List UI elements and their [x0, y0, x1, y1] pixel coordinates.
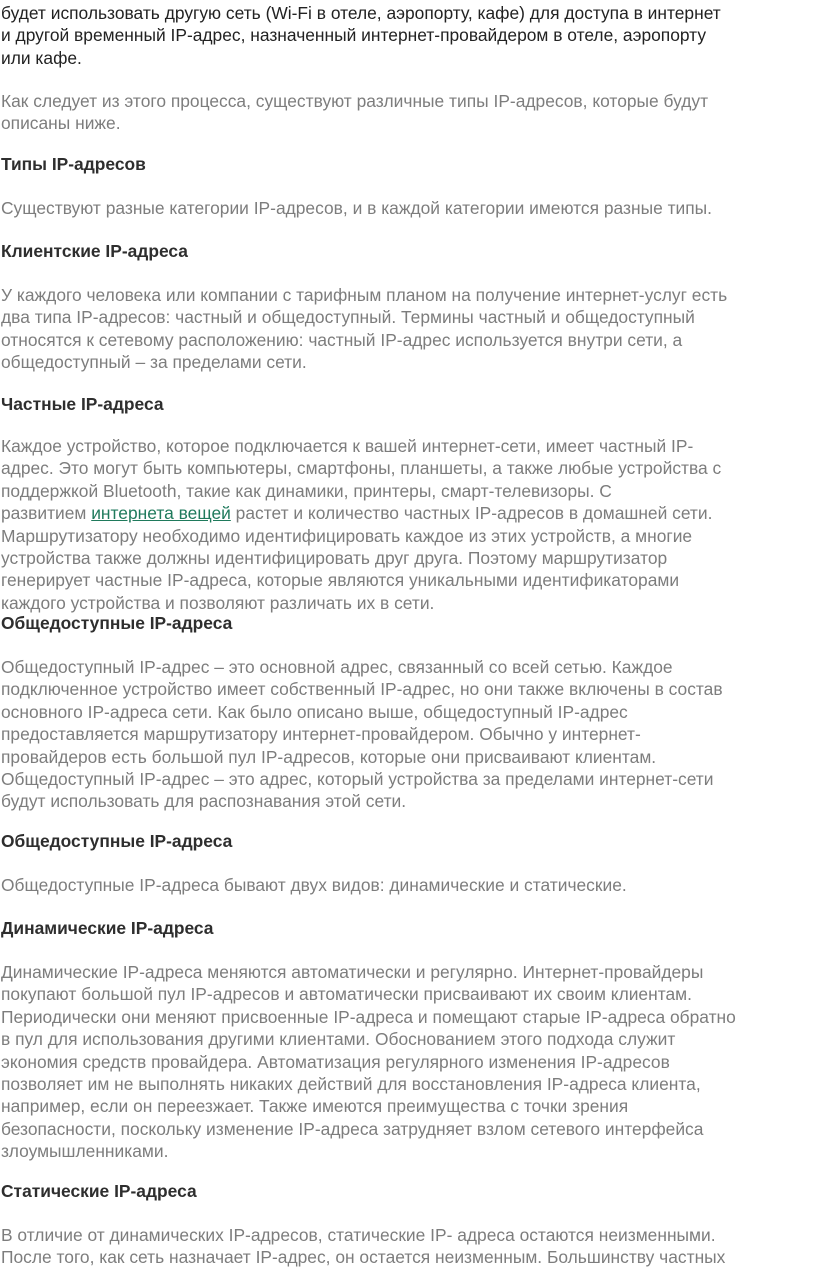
heading-private-ip: Частные IP-адреса [1, 394, 164, 414]
paragraph-public-ip-kinds: Общедоступные IP-адреса бывают двух видов: динамические и статические. [1, 875, 627, 895]
paragraph-ip-types: Существуют разные категории IP-адресов, и в каждой категории имеются разные типы. [1, 198, 713, 218]
paragraph-process: Как следует из этого процесса, существуют различные типы IP-адресов, которые будут описаны ниже. [1, 91, 709, 134]
paragraph-private-ip-part-2: растет и количество частных IP-адресов в домашней сети. Маршрутизатору необходимо идентифицировать каждое из этих устройств, а многие устройства также должны идентифицировать друг друга. Поэтому маршрутизатор генерирует частные IP-адреса, которые являются уникальными идентификаторами каждого устройства и позволяют различать их в сети. [1, 503, 713, 613]
paragraph-private-ip [1, 435, 721, 614]
paragraph-client-ip: У каждого человека или компании с тарифным планом на получение интернет-услуг есть два типа IP-адресов: частный и общедоступный. Термины частный и общедоступный относятся к сетевому расположению: частный IP-адрес используется внутри сети, а общедоступный – за пределами сети. [1, 285, 728, 373]
iot-link[interactable]: интернета вещей [91, 503, 231, 524]
heading-public-ip: Общедоступные IP-адреса [1, 613, 233, 633]
paragraph-private-ip-part-1: Каждое устройство, которое подключается к вашей интернет-сети, имеет частный IP- адрес. Это могут быть компьютеры, смартфоны, планшеты, а также любые устройства с поддержкой Bluetooth, такие как динамики, принтеры, смарт-телевизоры. С развитием [1, 436, 722, 524]
paragraph-dynamic-ip: Динамические IP-адреса меняются автоматически и регулярно. Интернет-провайдеры покупают большой пул IP-адресов и автоматически присваивают их своим клиентам. Периодически они меняют присвоенные IP-адреса и помещают старые IP-адреса обратно в пул для использования другими клиентами. Обоснованием этого подхода служит экономия средств провайдера. Автоматизация регулярного изменения IP-адресов позволяет им не выполнять никаких действий для восстановления IP-адреса клиента, например, если он переезжает. Также имеются преимущества с точки зрения безопасности, поскольку изменение IP-адреса затрудняет взлом сетевого интерфейса злоумышленниками. [1, 962, 736, 1162]
heading-dynamic-ip: Динамические IP-адреса [1, 918, 214, 938]
heading-static-ip: Статические IP-адреса [1, 1181, 197, 1201]
paragraph-static-ip: В отличие от динамических IP-адресов, статические IP- адреса остаются неизменными. После того, как сеть назначает IP-адрес, он остается неизменным. Большинству частных [1, 1225, 726, 1268]
paragraph-public-ip: Общедоступный IP-адрес – это основной адрес, связанный со всей сетью. Каждое подключенное устройство имеет собственный IP-адрес, но они также включены в состав основного IP-адреса сети. Как было описано выше, общедоступный IP-адрес предоставляется маршрутизатору интернет-провайдером. Обычно у интернет- провайдеров есть большой пул IP-адресов, которые они присваивают клиентам. Общедоступный IP-адрес – это адрес, который устройства за пределами интернет-сети будут использовать для распознавания этой сети. [1, 657, 723, 812]
heading-ip-types: Типы IP-адресов [1, 154, 146, 174]
heading-client-ip: Клиентские IP-адреса [1, 241, 188, 261]
paragraph-intro: будет использовать другую сеть (Wi-Fi в отеле, аэропорту, кафе) для доступа в интернет и другой временный IP-адрес, назначенный интернет-провайдером в отеле, аэропорту или кафе. [1, 3, 721, 68]
heading-public-ip-kinds: Общедоступные IP-адреса [1, 831, 233, 851]
